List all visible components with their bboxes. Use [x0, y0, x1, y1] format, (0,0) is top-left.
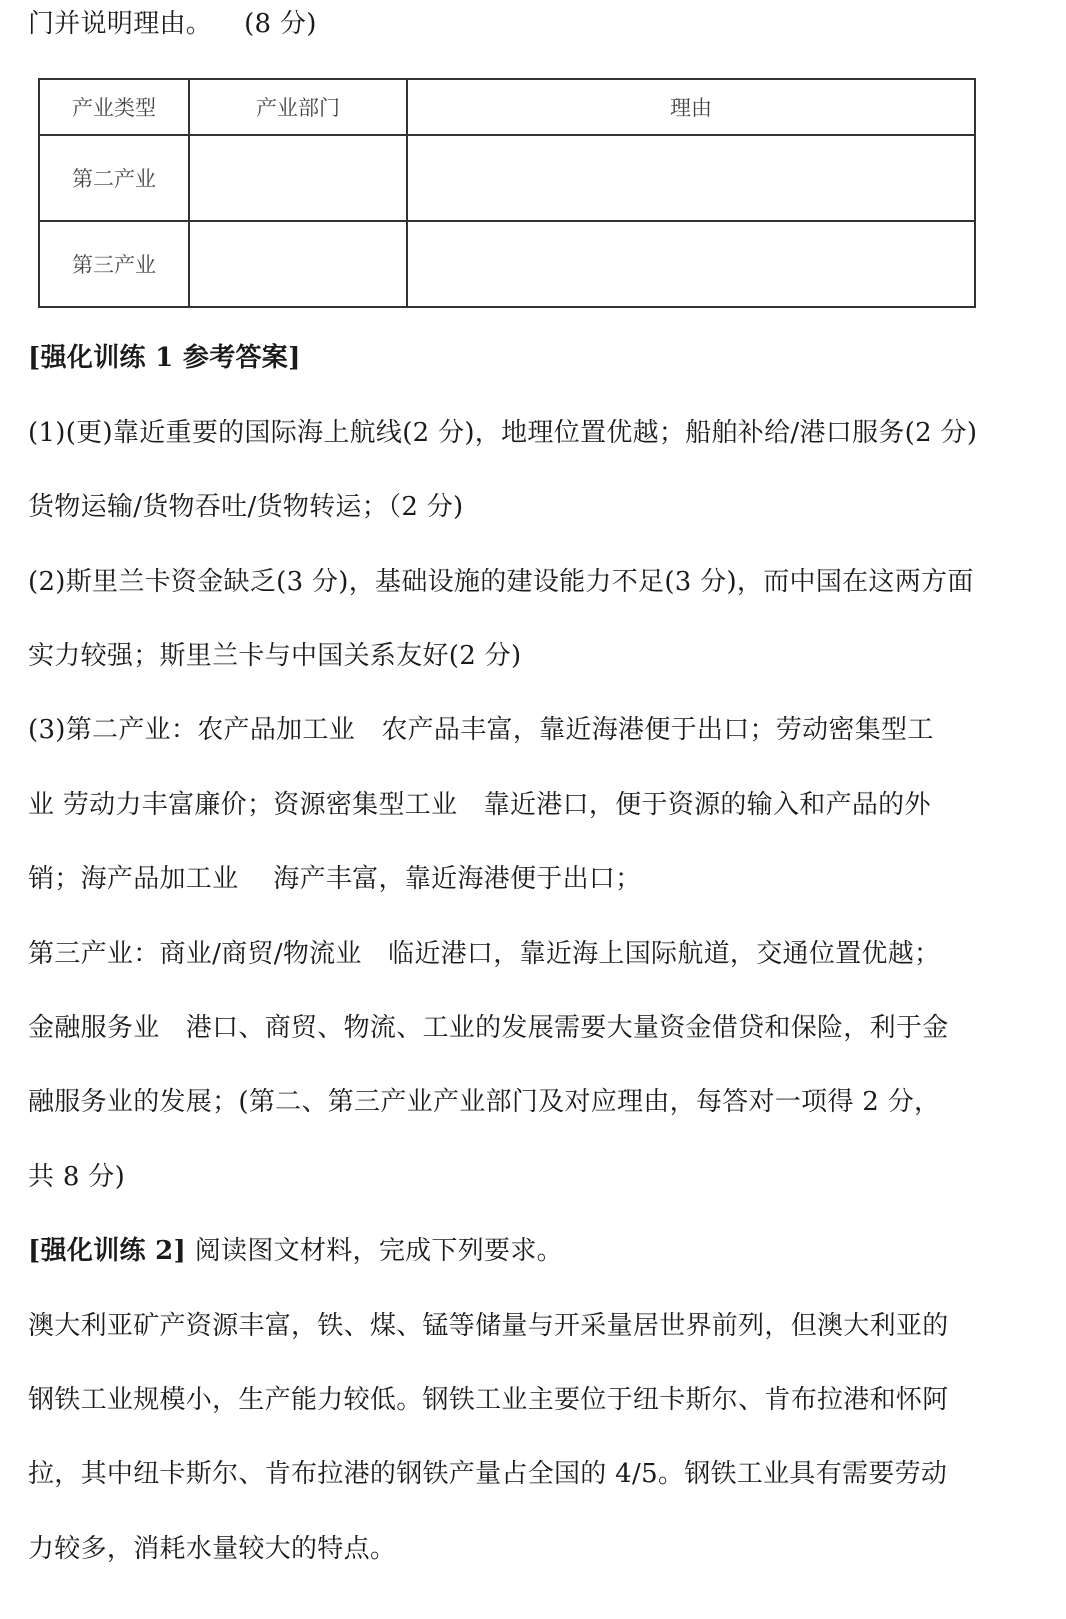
- material-line: 澳大利亚矿产资源丰富，铁、煤、锰等储量与开采量居世界前列，但澳大利亚的: [28, 1311, 949, 1341]
- answer-line: 金融服务业 港口、商贸、物流、工业的发展需要大量资金借贷和保险，利于金: [28, 1013, 949, 1043]
- answer-line: 第三产业：商业/商贸/物流业 临近港口，靠近海上国际航道，交通位置优越；: [28, 939, 941, 969]
- table-header-cell: 产业部门: [189, 79, 407, 135]
- answer-table: [38, 78, 976, 308]
- answer-line: (2)斯里兰卡资金缺乏(3 分)，基础设施的建设能力不足(3 分)，而中国在这两方面: [28, 567, 974, 597]
- table-row: [39, 135, 975, 221]
- material-line: 钢铁工业规模小，生产能力较低。钢铁工业主要位于纽卡斯尔、肯布拉港和怀阿: [28, 1385, 949, 1415]
- question-intro: [28, 4, 317, 44]
- table-cell-sector: [189, 135, 407, 221]
- table-cell-reason: [407, 221, 975, 307]
- training2-heading-line: [28, 1231, 563, 1271]
- answers-heading: [强化训练 1 参考答案]: [28, 343, 301, 373]
- answer-line: 销；海产品加工业 海产丰富，靠近海港便于出口；: [28, 864, 642, 894]
- training2-heading: [强化训练 2]: [28, 1236, 187, 1266]
- answer-line: 业 劳动力丰富廉价；资源密集型工业 靠近港口，便于资源的输入和产品的外: [28, 790, 931, 820]
- answer-line: (1)(更)靠近重要的国际海上航线(2 分)，地理位置优越；船舶补给/港口服务(2 分): [28, 418, 978, 448]
- answer-line: 融服务业的发展；(第二、第三产业产业部门及对应理由，每答对一项得 2 分，: [28, 1087, 941, 1117]
- table-cell-type: 第二产业: [39, 135, 189, 221]
- material-line: 拉，其中纽卡斯尔、肯布拉港的钢铁产量占全国的 4/5。钢铁工业具有需要劳动: [28, 1459, 948, 1489]
- intro-text: 门并说明理由。: [28, 9, 213, 39]
- table-row: [39, 221, 975, 307]
- training2-prompt: 阅读图文材料，完成下列要求。: [194, 1236, 563, 1266]
- table-header-cell: 理由: [407, 79, 975, 135]
- table-cell-type: 第三产业: [39, 221, 189, 307]
- intro-points: (8 分): [244, 9, 317, 39]
- material-line: 力较多，消耗水量较大的特点。: [28, 1534, 397, 1564]
- answer-line: 货物运输/货物吞吐/货物转运；（2 分): [28, 492, 464, 522]
- table-cell-sector: [189, 221, 407, 307]
- table-header-row: [39, 79, 975, 135]
- answer-line: (3)第二产业：农产品加工业 农产品丰富，靠近海港便于出口；劳动密集型工: [28, 715, 934, 745]
- table-cell-reason: [407, 135, 975, 221]
- answer-line: 共 8 分): [28, 1162, 126, 1192]
- table-header-cell: 产业类型: [39, 79, 189, 135]
- answer-line: 实力较强；斯里兰卡与中国关系友好(2 分): [28, 641, 522, 671]
